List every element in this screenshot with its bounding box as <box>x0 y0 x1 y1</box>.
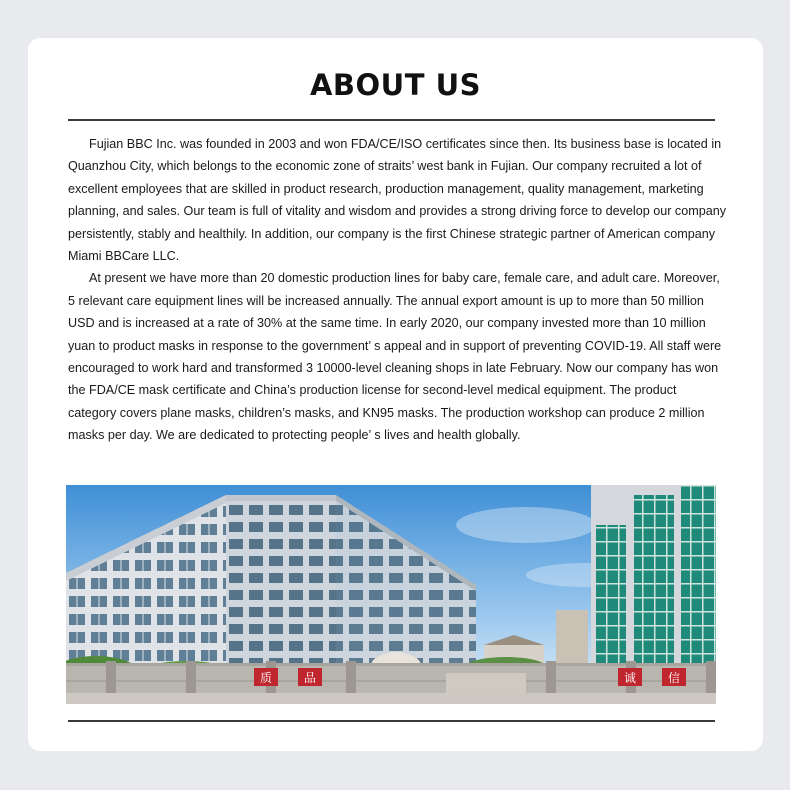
page-title: ABOUT US <box>309 68 482 102</box>
about-card <box>28 38 763 751</box>
wall-sign-2: 品 <box>303 671 317 685</box>
wall-sign-1: 质 <box>259 671 273 685</box>
about-text <box>68 133 728 447</box>
wall-sign-3: 诚 <box>623 671 637 685</box>
wall-sign-4: 信 <box>667 671 681 685</box>
paragraph-2: At present we have more than 20 domestic production lines for baby care, female care, and adult care. Moreover, 5 relevant care equipment lines will be increased annually. The annual export amount is up to more than 50 million USD and is increased at a rate of 30% at the same time. In early 2020, our company invested more than 10 million yuan to product masks in response to the government’ s appeal and in support of preventing COVID-19. All staff were encouraged to work hard and transformed 3 10000-level cleaning shops in late February. Now our company has won the FDA/CE mask certificate and China’s production license for second-level medical equipment. The product category covers plane masks, children’s masks, and KN95 masks. The production workshop can produce 2 million masks per day. We are dedicated to protecting people’ s lives and health globally. <box>68 271 722 443</box>
factory-photo <box>66 485 716 704</box>
title-divider <box>68 119 715 121</box>
bottom-divider <box>68 720 715 722</box>
paragraph-1: Fujian BBC Inc. was founded in 2003 and won FDA/CE/ISO certificates since then. Its business base is located in Quanzhou City, which belongs to the economic zone of straits’ west bank in Fujian. Our company recruited a lot of excellent employees that are skilled in product research, production management, quality management, marketing planning, and sales. Our team is full of vitality and wisdom and provides a strong driving force to develop our company persistently, stably and healthily. In addition, our company is the first Chinese strategic partner of American company Miami BBCare LLC. <box>68 137 727 264</box>
